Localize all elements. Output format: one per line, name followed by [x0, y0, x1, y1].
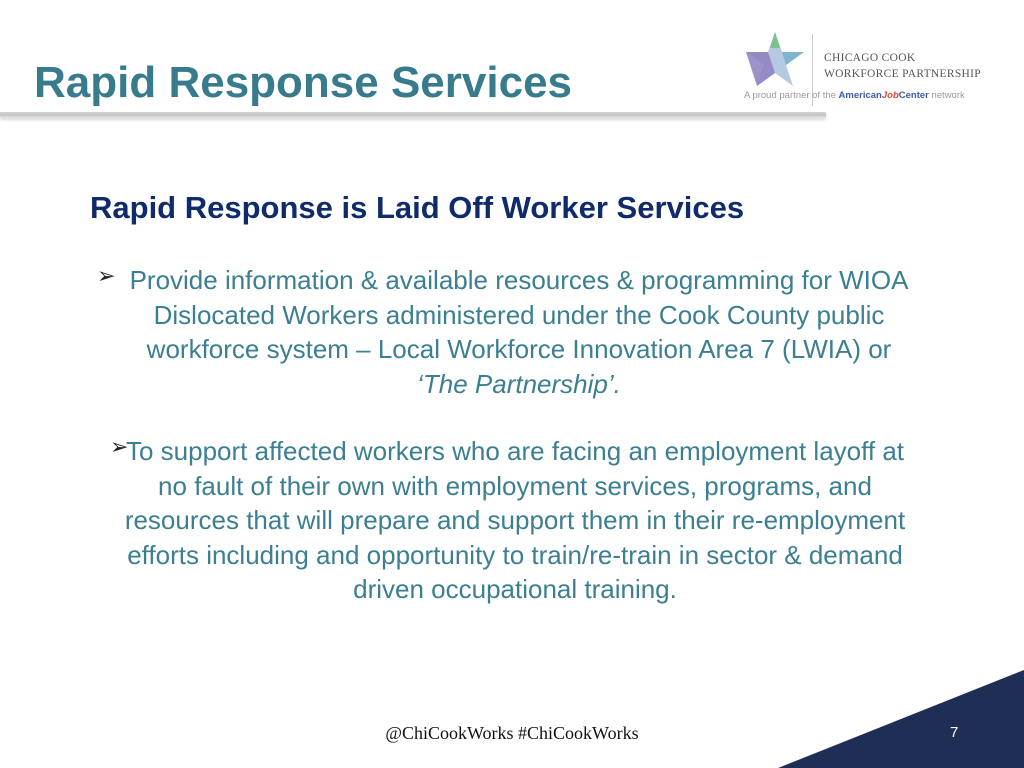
tagline-prefix: A proud partner of the [744, 90, 839, 101]
logo-name-line1: CHICAGO COOK [824, 52, 916, 64]
corner-decoration [778, 670, 1024, 768]
tagline-job: Job [881, 90, 899, 101]
slide-title: Rapid Response Services [34, 58, 573, 107]
bullet-text-italic: ‘The Partnership’. [417, 368, 621, 399]
arrowhead-bullet-icon: ➢ [110, 435, 129, 460]
tagline-american: American [838, 90, 882, 101]
star-logo-icon [744, 30, 806, 94]
logo-name-line2: WORKFORCE PARTNERSHIP [824, 68, 981, 80]
bullet-text-main: Provide information & available resources & programming for WIOA Dislocated Workers administered under the Cook County public workforce system – Local Workforce Innovation Area 7 (LWIA) or [129, 265, 909, 364]
logo-tagline [744, 90, 965, 101]
arrowhead-bullet-icon: ➢ [97, 264, 116, 289]
tagline-center: Center [898, 90, 929, 101]
tagline-suffix: network [928, 90, 965, 101]
bullet-text [122, 263, 916, 401]
slide-subtitle: Rapid Response is Laid Off Worker Services [90, 190, 745, 225]
bullet-text [122, 434, 908, 607]
title-underline [0, 112, 826, 118]
organization-logo [744, 30, 1004, 110]
footer-hashtags: @ChiCookWorks #ChiCookWorks [385, 723, 639, 743]
bullet-text-main: To support affected workers who are facing an employment layoff at no fault of their own with employment services, programs, and resources that will prepare and support them in their re-employment efforts including and opportunity to train/re-train in sector & demand driven occupational training. [124, 436, 906, 604]
logo-organization-name [824, 50, 981, 82]
page-number: 7 [950, 724, 959, 741]
